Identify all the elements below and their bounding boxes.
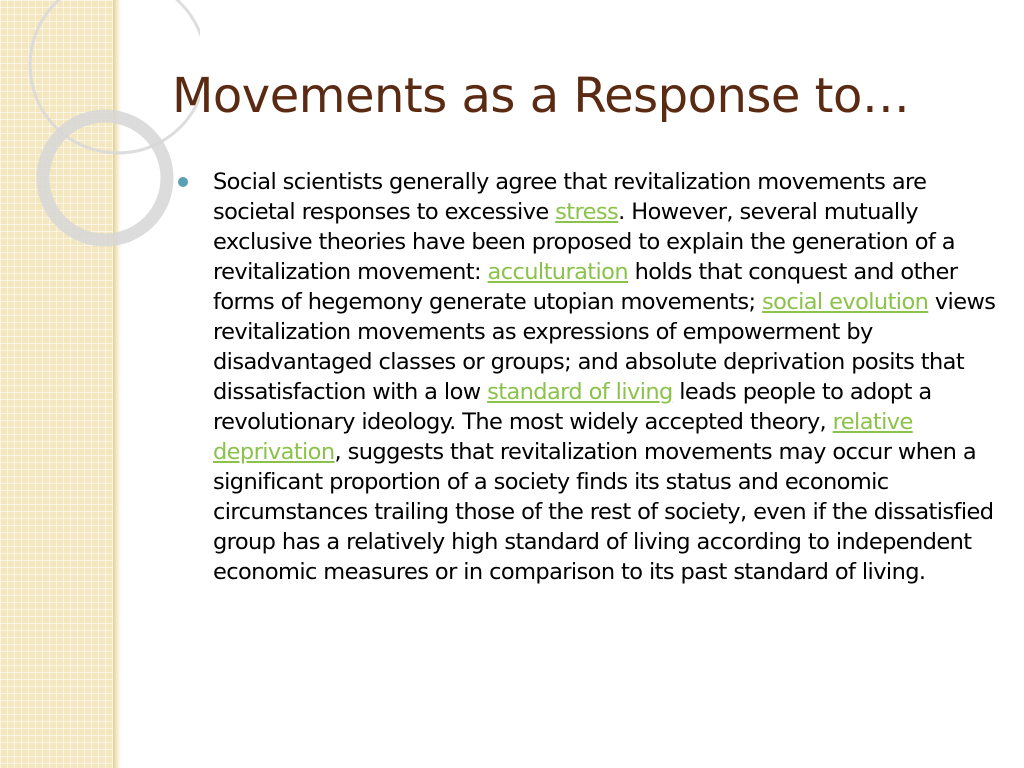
link-stress[interactable]: stress bbox=[555, 199, 619, 225]
link-acculturation[interactable]: acculturation bbox=[487, 259, 629, 285]
body-paragraph bbox=[213, 167, 1004, 587]
body-text-segment: Social scientists generally agree that revitalization movements are societal responses to excessive bbox=[213, 169, 927, 225]
bullet-item bbox=[178, 167, 1004, 587]
body-text-segment: views revitalization movements as expressions of empowerment by disadvantaged classes or groups; and absolute deprivation posits that dissatisfaction with a low bbox=[213, 289, 996, 405]
body-text-segment: holds that conquest and other forms of hegemony generate utopian movements; bbox=[213, 259, 958, 315]
link-relative-deprivation[interactable]: relative deprivation bbox=[213, 409, 913, 465]
link-standard-of-living[interactable]: standard of living bbox=[487, 379, 673, 405]
body-text-segment: . However, several mutually exclusive theories have been proposed to explain the generation of a revitalization movement: bbox=[213, 199, 955, 285]
content-list bbox=[178, 167, 1004, 587]
body-text-segment: leads people to adopt a revolutionary ideology. The most widely accepted theory, bbox=[213, 379, 932, 435]
link-social-evolution[interactable]: social evolution bbox=[762, 289, 929, 315]
lower-ring bbox=[43, 116, 167, 240]
decorative-rings bbox=[0, 0, 200, 260]
body-text-segment: , suggests that revitalization movements may occur when a significant proportion of a society finds its status and economic circumstances trailing those of the rest of society, even if the dissatisfied group has a relatively high standard of living according to independent economic measures or in comparison to its past standard of living. bbox=[213, 439, 994, 585]
slide-title: Movements as a Response to… bbox=[172, 68, 910, 124]
bullet-dot-icon bbox=[178, 177, 188, 187]
